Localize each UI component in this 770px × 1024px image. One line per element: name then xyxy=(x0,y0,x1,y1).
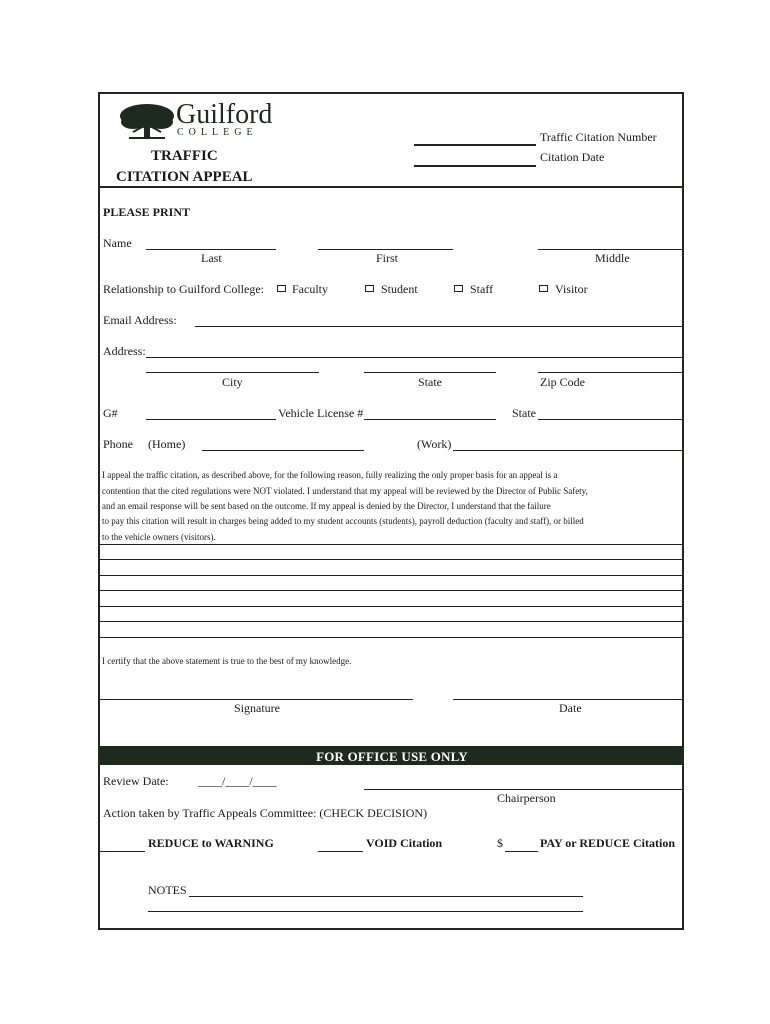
zip-field[interactable] xyxy=(538,372,684,373)
notes-field-2[interactable] xyxy=(148,911,583,912)
citation-date-label: Citation Date xyxy=(540,150,605,164)
statement-line-3: and an email response will be sent based on the outcome. If my appeal is denied by the Director, I understand that the failure xyxy=(102,501,551,511)
void-citation-check[interactable] xyxy=(318,851,363,852)
address-field[interactable] xyxy=(146,357,684,358)
visitor-checkbox[interactable] xyxy=(539,285,548,292)
reason-line-7[interactable] xyxy=(100,637,684,638)
pay-reduce-label: PAY or REDUCE Citation xyxy=(540,836,676,850)
notes-label: NOTES xyxy=(148,883,187,897)
reason-line-4[interactable] xyxy=(100,590,684,591)
staff-option-label: Staff xyxy=(470,282,494,296)
office-use-banner xyxy=(100,746,684,765)
faculty-option-label: Faculty xyxy=(292,282,328,296)
faculty-checkbox[interactable] xyxy=(277,285,286,292)
middle-name-caption: Middle xyxy=(595,251,630,265)
review-date-field[interactable]: ____/____/____ xyxy=(198,774,277,788)
logo-wordmark: Guilford xyxy=(176,99,273,130)
reason-line-3[interactable] xyxy=(100,575,684,576)
office-use-title: FOR OFFICE USE ONLY xyxy=(316,749,468,764)
g-number-label: G# xyxy=(103,406,118,420)
please-print-note: PLEASE PRINT xyxy=(103,205,191,219)
work-phone-label: (Work) xyxy=(417,437,452,451)
statement-line-4: to pay this citation will result in charges being added to my student accounts (students), payroll deduction (faculty and staff), or billed xyxy=(102,516,584,526)
page-title-line2: CITATION APPEAL xyxy=(116,169,253,185)
dollar-sign: $ xyxy=(497,836,503,850)
name-label: Name xyxy=(103,236,132,250)
email-field[interactable] xyxy=(195,326,684,327)
action-taken-label: Action taken by Traffic Appeals Committee: (CHECK DECISION) xyxy=(103,806,428,820)
statement-line-5: to the vehicle owners (visitors). xyxy=(102,532,216,542)
review-date-label: Review Date: xyxy=(103,774,169,788)
statement-line-2: contention that the cited regulations were NOT violated. I understand that my appeal will be reviewed by the Director of Public Safety, xyxy=(102,486,588,496)
email-label: Email Address: xyxy=(103,313,177,327)
vehicle-state-field[interactable] xyxy=(538,419,684,420)
reason-line-5[interactable] xyxy=(100,606,684,607)
city-caption: City xyxy=(222,375,243,389)
g-number-field[interactable] xyxy=(146,419,276,420)
first-name-caption: First xyxy=(376,251,399,265)
signature-field[interactable] xyxy=(100,699,413,700)
last-name-field[interactable] xyxy=(146,249,276,250)
citation-number-label: Traffic Citation Number xyxy=(540,130,657,144)
visitor-option-label: Visitor xyxy=(555,282,588,296)
state-caption: State xyxy=(418,375,442,389)
certify-statement: I certify that the above statement is true to the best of my knowledge. xyxy=(102,656,352,666)
staff-checkbox[interactable] xyxy=(454,285,463,292)
oak-tree-logo-icon xyxy=(119,102,175,140)
relationship-label: Relationship to Guilford College: xyxy=(103,282,264,296)
middle-name-field[interactable] xyxy=(538,249,684,250)
vehicle-state-label: State xyxy=(512,406,536,420)
citation-date-field[interactable] xyxy=(414,165,536,167)
reason-line-6[interactable] xyxy=(100,621,684,622)
signature-date-field[interactable] xyxy=(453,699,684,700)
vehicle-license-label: Vehicle License # xyxy=(278,406,364,420)
home-phone-field[interactable] xyxy=(202,450,364,451)
student-option-label: Student xyxy=(381,282,418,296)
signature-caption: Signature xyxy=(234,701,280,715)
last-name-caption: Last xyxy=(201,251,222,265)
chairperson-caption: Chairperson xyxy=(497,791,556,805)
header-divider xyxy=(100,186,684,188)
address-label: Address: xyxy=(103,344,146,358)
zip-caption: Zip Code xyxy=(540,375,585,389)
reduce-warning-check[interactable] xyxy=(100,851,145,852)
logo-subtitle: COLLEGE xyxy=(177,127,258,138)
citation-number-field[interactable] xyxy=(414,144,536,146)
notes-field-1[interactable] xyxy=(189,896,583,897)
work-phone-field[interactable] xyxy=(453,450,684,451)
void-citation-label: VOID Citation xyxy=(366,836,443,850)
chairperson-field[interactable] xyxy=(364,789,684,790)
reason-line-2[interactable] xyxy=(100,559,684,560)
state-field[interactable] xyxy=(364,372,496,373)
phone-label: Phone xyxy=(103,437,133,451)
page-title-line1: TRAFFIC xyxy=(151,148,218,164)
signature-date-caption: Date xyxy=(559,701,582,715)
statement-line-1: I appeal the traffic citation, as described above, for the following reason, fully realizing the only proper basis for an appeal is a xyxy=(102,470,558,480)
reduce-warning-label: REDUCE to WARNING xyxy=(148,836,274,850)
reason-line-1[interactable] xyxy=(100,544,684,545)
home-phone-label: (Home) xyxy=(148,437,186,451)
pay-amount-field[interactable] xyxy=(505,851,538,852)
first-name-field[interactable] xyxy=(318,249,453,250)
vehicle-license-field[interactable] xyxy=(364,419,496,420)
city-field[interactable] xyxy=(146,372,319,373)
student-checkbox[interactable] xyxy=(365,285,374,292)
